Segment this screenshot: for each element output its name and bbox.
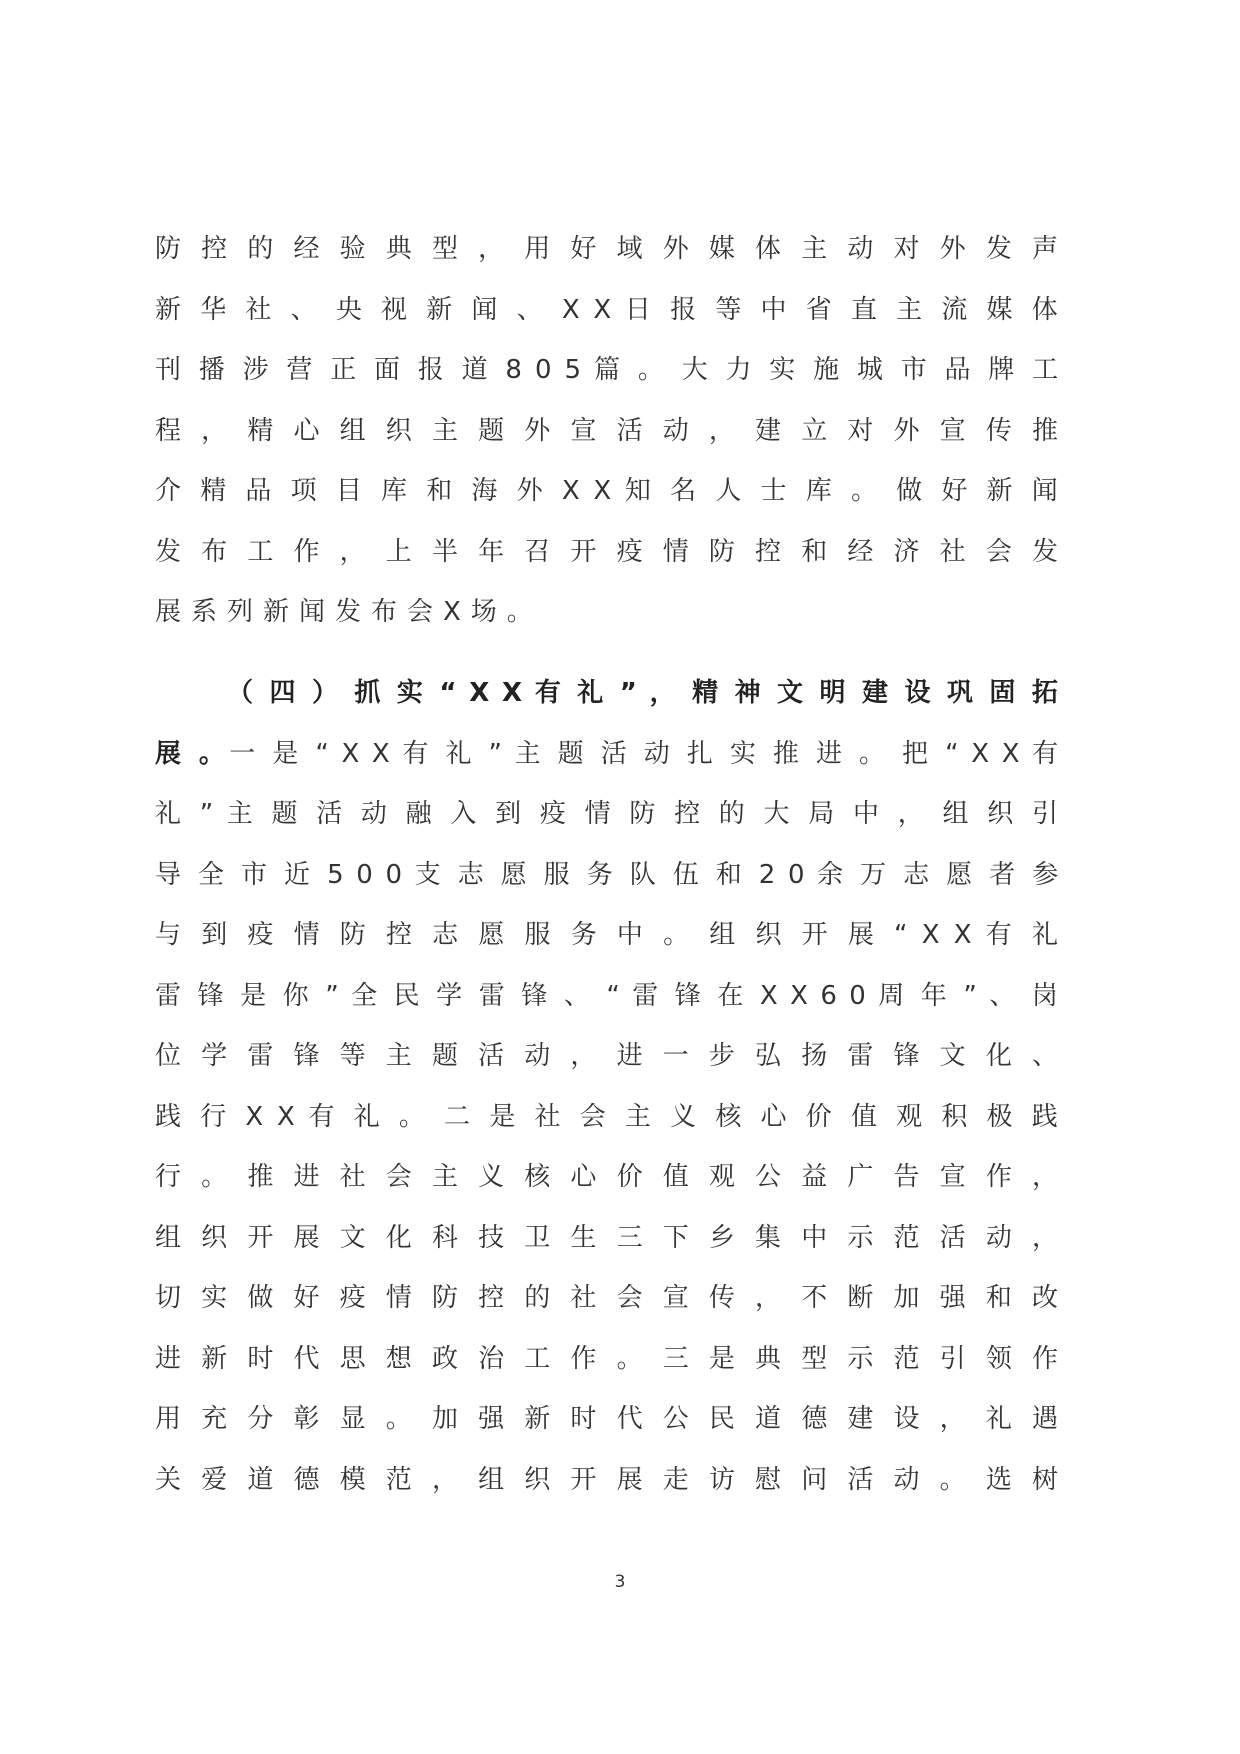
text-line: 组 织 开 展 文 化 科 技 卫 生 三 下 乡 集 中 示 范 活 动 ， bbox=[155, 1222, 1058, 1253]
text-line: 发 布 工 作 ， 上 半 年 召 开 疫 情 防 控 和 经 济 社 会 发 bbox=[155, 536, 1058, 567]
text-line: 进 新 时 代 思 想 政 治 工 作 。 三 是 典 型 示 范 引 领 作 bbox=[155, 1343, 1058, 1374]
text-line: 雷 锋 是 你 ” 全 民 学 雷 锋 、 “ 雷 锋 在 X X 6 0 周 年 ” 、 岗 bbox=[155, 980, 1058, 1011]
page-number: 3 bbox=[614, 1572, 626, 1592]
text-line bbox=[155, 724, 1058, 785]
text-line: 程 ， 精 心 组 织 主 题 外 宣 活 动 ， 建 立 对 外 宣 传 推 bbox=[155, 415, 1058, 446]
text-line: 行 。 推 进 社 会 主 义 核 心 价 值 观 公 益 广 告 宣 作 ， bbox=[155, 1162, 1058, 1192]
text-line-rest: 一 是 “ X X 有 礼 ” 主 题 活 动 扎 实 推 进 。 把 “ X X 有 bbox=[229, 738, 1058, 769]
section-heading bbox=[155, 663, 1058, 724]
section-heading-text: （ 四 ） 抓 实 “ X X 有 礼 ” ， 精 神 文 明 建 设 巩 固 拓 bbox=[227, 678, 1058, 708]
section-heading-end: 展 。 bbox=[155, 738, 230, 769]
text-line: 介 精 品 项 目 库 和 海 外 X X 知 名 人 士 库 。 做 好 新 闻 bbox=[155, 476, 1058, 506]
text-line: 践 行 X X 有 礼 。 二 是 社 会 主 义 核 心 价 值 观 积 极 践 bbox=[155, 1101, 1058, 1132]
text-line: 用 充 分 彰 显 。 加 强 新 时 代 公 民 道 德 建 设 ， 礼 遇 bbox=[155, 1404, 1058, 1434]
text-line: 位 学 雷 锋 等 主 题 活 动 ， 进 一 步 弘 扬 雷 锋 文 化 、 bbox=[155, 1041, 1058, 1071]
text-line: 展系列新闻发布会X场。 bbox=[155, 597, 543, 627]
text-line: 与 到 疫 情 防 控 志 愿 服 务 中 。 组 织 开 展 “ X X 有 礼 bbox=[155, 920, 1058, 950]
text-line: 刊 播 涉 营 正 面 报 道 8 0 5 篇 。 大 力 实 施 城 市 品 牌 工 bbox=[155, 355, 1058, 385]
paragraph-2 bbox=[155, 663, 1058, 1510]
paragraph-1 bbox=[155, 219, 1058, 643]
text-line: 关 爱 道 德 模 范 ， 组 织 开 展 走 访 慰 问 活 动 。 选 树 bbox=[155, 1464, 1058, 1495]
text-line: 新 华 社 、 央 视 新 闻 、 X X 日 报 等 中 省 直 主 流 媒 体 bbox=[155, 294, 1058, 325]
text-line: 礼 ” 主 题 活 动 融 入 到 疫 情 防 控 的 大 局 中 ， 组 织 引 bbox=[155, 799, 1058, 829]
text-line: 防 控 的 经 验 典 型 ， 用 好 域 外 媒 体 主 动 对 外 发 声 bbox=[155, 234, 1058, 264]
text-line: 切 实 做 好 疫 情 防 控 的 社 会 宣 传 ， 不 断 加 强 和 改 bbox=[155, 1283, 1058, 1313]
text-line: 导 全 市 近 5 0 0 支 志 愿 服 务 队 伍 和 2 0 余 万 志 愿 者 参 bbox=[155, 859, 1058, 890]
